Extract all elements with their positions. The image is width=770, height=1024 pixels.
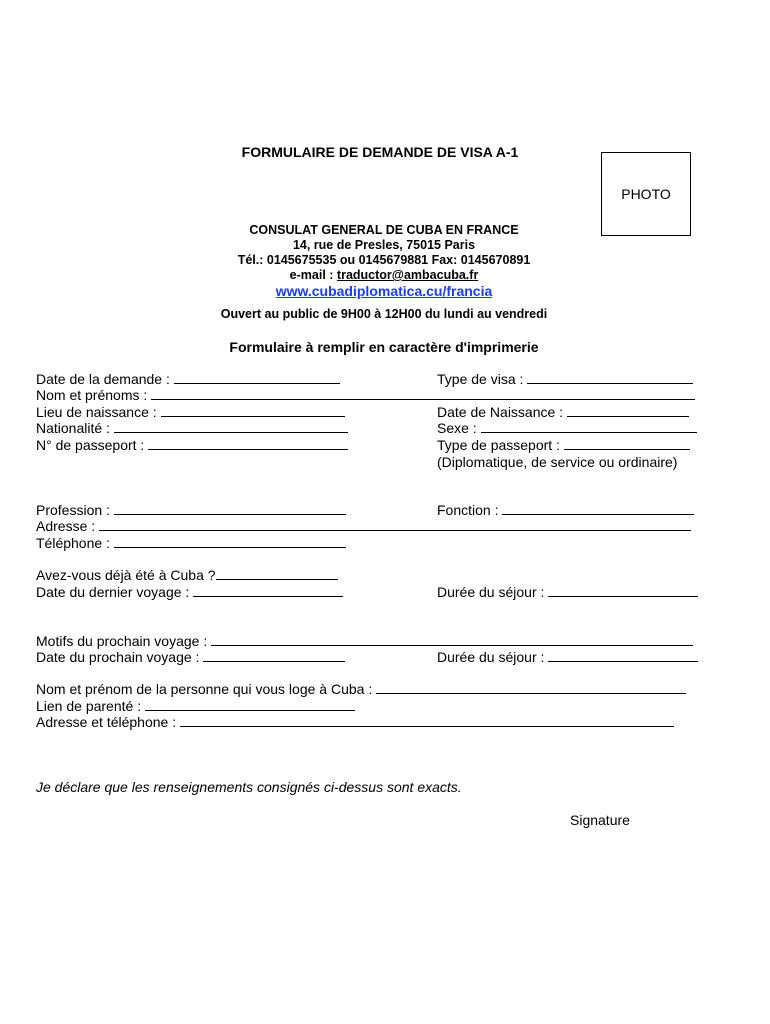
type-passeport-input[interactable]	[564, 437, 690, 450]
declaration: Je déclare que les renseignements consignés ci-dessus sont exacts.	[36, 779, 462, 795]
field-type-passeport	[437, 437, 690, 453]
field-type-visa	[437, 371, 693, 387]
personne-loge-label: Nom et prénom de la personne qui vous loge à Cuba :	[36, 681, 373, 697]
adresse-label: Adresse :	[36, 518, 96, 534]
field-nationalite	[36, 420, 348, 436]
deja-cuba-input[interactable]	[216, 567, 338, 580]
field-duree-sejour-1	[437, 584, 698, 600]
fonction-input[interactable]	[502, 502, 694, 515]
date-naissance-input[interactable]	[567, 404, 689, 417]
nom-prenoms-input[interactable]	[151, 387, 695, 400]
opening-hours: Ouvert au public de 9H00 à 12H00 du lundi au vendredi	[220, 307, 548, 321]
field-deja-cuba	[36, 567, 338, 583]
adresse-telephone-label: Adresse et téléphone :	[36, 714, 177, 730]
type-visa-input[interactable]	[527, 371, 693, 384]
dernier-voyage-label: Date du dernier voyage :	[36, 584, 190, 600]
field-dernier-voyage	[36, 584, 343, 600]
field-motifs	[36, 633, 693, 649]
consulate-address: 14, rue de Presles, 75015 Paris	[292, 238, 476, 252]
duree-sejour-2-label: Durée du séjour :	[437, 649, 545, 665]
field-profession	[36, 502, 346, 518]
field-adresse	[36, 518, 691, 534]
field-nom-prenoms	[36, 387, 695, 403]
type-passeport-label: Type de passeport :	[437, 437, 560, 453]
field-prochain-voyage	[36, 649, 345, 665]
consulate-phone-fax: Tél.: 0145675535 ou 0145679881 Fax: 0145670891	[237, 253, 531, 267]
prochain-voyage-input[interactable]	[203, 649, 345, 662]
field-date-demande	[36, 371, 340, 387]
sexe-label: Sexe :	[437, 420, 477, 436]
profession-input[interactable]	[114, 502, 346, 515]
motifs-input[interactable]	[211, 633, 693, 646]
field-telephone	[36, 535, 346, 551]
field-sexe	[437, 420, 697, 436]
form-title: FORMULAIRE DE DEMANDE DE VISA A-1	[241, 144, 519, 160]
date-naissance-label: Date de Naissance :	[437, 404, 564, 420]
passeport-input[interactable]	[148, 437, 348, 450]
field-adresse-telephone	[36, 714, 674, 730]
photo-label: PHOTO	[621, 186, 671, 202]
telephone-input[interactable]	[114, 535, 346, 548]
field-passeport	[36, 437, 348, 453]
instruction: Formulaire à remplir en caractère d'imprimerie	[229, 339, 539, 355]
date-demande-input[interactable]	[174, 371, 340, 384]
lien-parente-input[interactable]	[145, 698, 355, 711]
consulate-email-line	[0, 268, 769, 282]
prochain-voyage-label: Date du prochain voyage :	[36, 649, 200, 665]
duree-sejour-2-input[interactable]	[548, 649, 698, 662]
field-fonction	[437, 502, 694, 518]
type-passeport-note: (Diplomatique, de service ou ordinaire)	[437, 454, 678, 470]
nationalite-label: Nationalité :	[36, 420, 110, 436]
adresse-input[interactable]	[99, 518, 691, 531]
fonction-label: Fonction :	[437, 502, 499, 518]
motifs-label: Motifs du prochain voyage :	[36, 633, 208, 649]
profession-label: Profession :	[36, 502, 110, 518]
passeport-label: N° de passeport :	[36, 437, 145, 453]
field-duree-sejour-2	[437, 649, 698, 665]
consulate-name: CONSULAT GENERAL DE CUBA EN FRANCE	[249, 223, 519, 237]
deja-cuba-label: Avez-vous déjà été à Cuba ?	[36, 567, 216, 583]
field-date-naissance	[437, 404, 689, 420]
website-link[interactable]: www.cubadiplomatica.cu/francia	[275, 283, 493, 299]
nom-prenoms-label: Nom et prénoms :	[36, 387, 148, 403]
nationalite-input[interactable]	[114, 420, 348, 433]
lieu-naissance-input[interactable]	[161, 404, 345, 417]
dernier-voyage-input[interactable]	[193, 584, 343, 597]
field-lieu-naissance	[36, 404, 345, 420]
date-demande-label: Date de la demande :	[36, 371, 170, 387]
signature-label: Signature	[570, 812, 630, 828]
type-visa-label: Type de visa :	[437, 371, 524, 387]
lieu-naissance-label: Lieu de naissance :	[36, 404, 157, 420]
sexe-input[interactable]	[481, 420, 697, 433]
email-prefix: e-mail :	[289, 268, 337, 282]
field-personne-loge	[36, 681, 686, 697]
field-lien-parente	[36, 698, 355, 714]
duree-sejour-1-label: Durée du séjour :	[437, 584, 545, 600]
lien-parente-label: Lien de parenté :	[36, 698, 142, 714]
adresse-telephone-input[interactable]	[180, 714, 674, 727]
telephone-label: Téléphone :	[36, 535, 110, 551]
website-line	[0, 283, 769, 299]
email-link[interactable]: traductor@ambacuba.fr	[336, 268, 479, 282]
duree-sejour-1-input[interactable]	[548, 584, 698, 597]
personne-loge-input[interactable]	[376, 681, 686, 694]
